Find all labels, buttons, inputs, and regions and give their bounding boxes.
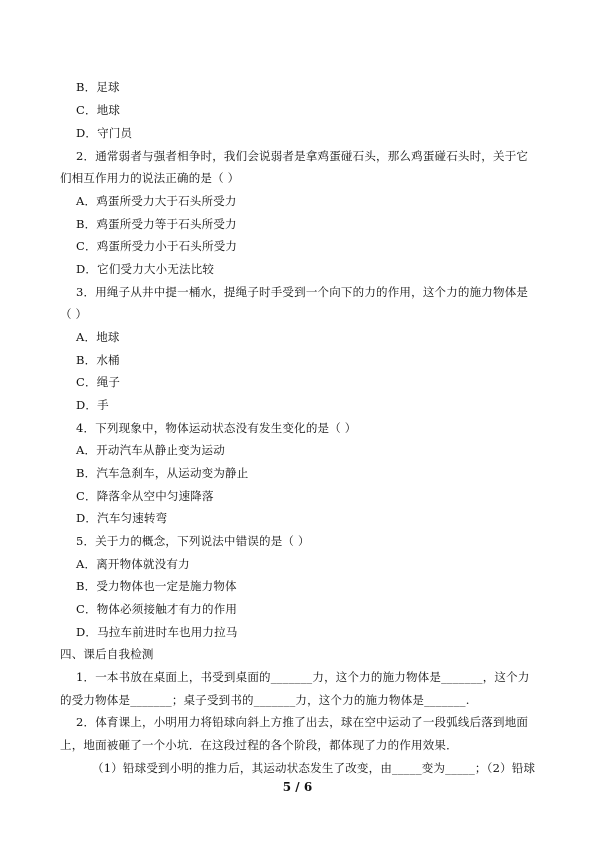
exercise-1-text-cont: 的受力物体是_______；桌子受到书的_______力，这个力的施力物体是_______. [60, 693, 470, 707]
option-a: A．开动汽车从静止变为运动 [76, 443, 225, 457]
option-d: D．马拉车前进时车也用力拉马 [76, 625, 238, 639]
option-a: A．地球 [76, 330, 120, 344]
question-4-text: 4．下列现象中，物体运动状态没有发生变化的是（ ） [76, 421, 357, 435]
section-heading: 四、课后自我检测 [60, 647, 154, 661]
option-c: C．物体必须接触才有力的作用 [76, 602, 238, 616]
option-c: C．降落伞从空中匀速降落 [76, 489, 214, 503]
option-d: D．守门员 [76, 126, 133, 140]
exercise-2-text-cont: 上，地面被砸了一个小坑．在这段过程的各个阶段，都体现了力的作用效果． [60, 738, 458, 752]
option-d: D．它们受力大小无法比较 [76, 262, 215, 276]
option-b: B．鸡蛋所受力等于石头所受力 [76, 217, 237, 231]
option-d: D．汽车匀速转弯 [76, 511, 168, 525]
question-2-text-cont: 们相互作用力的说法正确的是（ ） [60, 171, 240, 185]
option-b: B．汽车急刹车，从运动变为静止 [76, 466, 249, 480]
exercise-2-text: 2．体育课上，小明用力将铅球向斜上方推了出去，球在空中运动了一段弧线后落到地面 [76, 715, 529, 729]
exercise-2-sub-question: （1）铅球受到小明的推力后，其运动状态发生了改变，由_____变为_____；（2）铅球 [92, 761, 536, 775]
question-2-text: 2．通常弱者与强者相争时，我们会说弱者是拿鸡蛋碰石头，那么鸡蛋碰石头时，关于它 [76, 149, 529, 163]
exercise-1-text: 1．一本书放在桌面上，书受到桌面的_______力，这个力的施力物体是_______，这个力 [76, 670, 530, 684]
option-b: B．足球 [76, 80, 120, 94]
option-a: A．离开物体就没有力 [76, 557, 190, 571]
option-b: B．水桶 [76, 353, 120, 367]
option-a: A．鸡蛋所受力大于石头所受力 [76, 194, 237, 208]
option-c: C．地球 [76, 103, 121, 117]
question-3-text-cont: （ ） [60, 307, 88, 321]
question-3-text: 3．用绳子从井中提一桶水，提绳子时手受到一个向下的力的作用，这个力的施力物体是 [76, 285, 529, 299]
option-b: B．受力物体也一定是施力物体 [76, 579, 237, 593]
question-5-text: 5．关于力的概念，下列说法中错误的是（ ） [76, 534, 310, 548]
option-c: C．绳子 [76, 375, 121, 389]
page-number: 5 / 6 [282, 780, 313, 794]
option-c: C．鸡蛋所受力小于石头所受力 [76, 239, 238, 253]
option-d: D．手 [76, 398, 109, 412]
